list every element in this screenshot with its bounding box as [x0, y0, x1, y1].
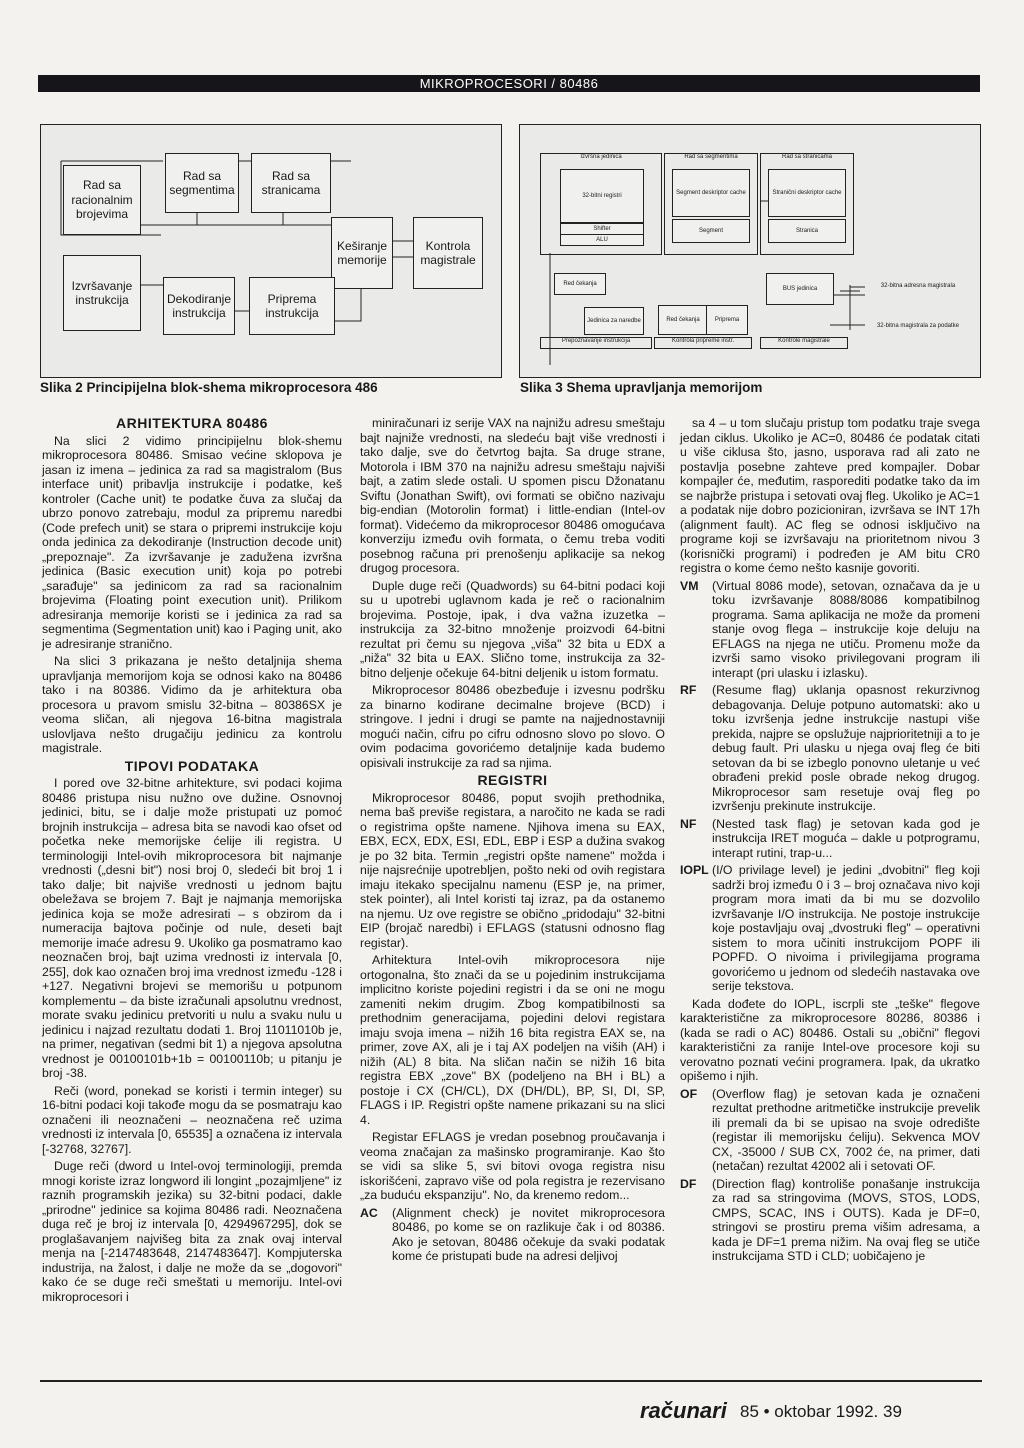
- section-prefetch: [540, 337, 652, 349]
- flag-entry: [680, 863, 980, 994]
- box-execute: [63, 255, 141, 331]
- paragraph: Kada dođete do IOPL, iscrpli ste „teške" flegove karakteristične za mikroprocesore 80286, 80386 i (kada se radi o AC) 80486. Ostali su „obični" flegovi karakteristični za ranije Intel-ove procesore koji su verovatno poznati većini programera. Ipak, da ukratko opišemo i njih.: [680, 996, 980, 1083]
- label-address-bus-text: 32-bitna adresna magistrala: [880, 282, 956, 289]
- box-page-label: Stranica: [795, 227, 818, 234]
- box-registers-label: 32-bitni registri: [582, 192, 622, 199]
- box-queue2: [658, 305, 708, 335]
- paragraph: Arhitektura Intel-ovih mikroprocesora nije ortogonalna, što znači da se u pojedinim instrukcijama implicitno koriste pojedini registri i da se oni ne mogu zameniti nekim drugim. Zbog kompatibilnosti sa prethodnim generacijama, pojedini delovi registara imaju svoja imena – nižih 16 bita registra EAX se, na primer, zove AX, ali je i taj AX podeljen na viših (AH) i nižih (AL) 8 bita. Na sličan način se nižih 16 bita registra EBX „zove" BX (podeljeno na BH i BL) a postoje i CX (CH/CL), DX (DH/DL), BP, SI, DI, SP, FLAGS i IP. Registri opšte namene prikazani su na slici 4.: [360, 953, 665, 1127]
- section-heading: TIPOVI PODATAKA: [124, 757, 260, 774]
- section-prep-ctrl-label: Kontrola pripreme instr.: [671, 338, 735, 344]
- box-pages-label: Rad sa stranicama: [261, 168, 321, 197]
- box-pages: [251, 153, 331, 213]
- figure1-caption: Slika 2 Principijelna blok-shema mikroprocesora 486: [40, 380, 378, 395]
- flag-description: (Nested task flag) je setovan kada god je instrukcija IRET moguća – dakle u potprogramu, interapt rutini, trap-u...: [712, 816, 980, 860]
- paragraph: sa 4 – u tom slučaju pristup tom podatku traje svega jedan ciklus. Ukoliko je AC=0, 80486 će podatak citati u više ciklusa što, jasno, usporava rad ali zato ne postavlja posebne zahteve pred kompajler. Dobar kompajler će, međutim, rasporediti podatke tako da im se najbrže pristupa i setovati ovaj fleg. Ukoliko je AC=1 a podatak nije dobro pozicioniran, izvršava se INT 17h (alignment fault). AC fleg se odnosi isključivo na programe koji se izvršavaju na prioritetnom nivou 3 (korisnički programi) i podređen je AM bitu CR0 registra o kome ćemo nešto kasnije govoriti.: [680, 416, 980, 575]
- box-rational-label: Rad sa racionalnim brojevima: [71, 178, 133, 222]
- figure-block-diagram: [40, 124, 502, 378]
- box-segment: [672, 219, 750, 243]
- flag-entry: [680, 1087, 980, 1174]
- box-bus-unit-label: BUS jedinica: [782, 285, 818, 292]
- box-bus-unit: [766, 273, 834, 305]
- box-page-desc: [768, 169, 846, 217]
- section-page-label: Rad sa stranicama: [781, 154, 833, 160]
- box-bus-control: [413, 217, 483, 289]
- figure2-caption: Slika 3 Shema upravljanja memorijom: [520, 380, 763, 395]
- box-page-desc-label: Stranični deskriptor cache: [772, 189, 842, 196]
- box-seg-desc: [672, 169, 750, 217]
- flag-description: (I/O privilage level) je jedini „dvobitni" fleg koji sadrži broj između 0 i 3 – broj označava nivo koji program mora imati da bi mu se dozvolilo izvršavanje I/O instrukcija. Ne postoje instrukcije koje postavljaju ovaj „dvostruki fleg" – operativni sistem to mora učiniti instrukcijom POPF ili POPFD. O nivoima i privilegijama programa govorićemo u jednom od sledećih nastavaka ove serije tekstova.: [712, 863, 980, 993]
- flag-label: OF: [680, 1086, 698, 1101]
- section-prep-ctrl: [654, 337, 752, 349]
- section-bus-ctrl-label: Kontrole magistrale: [778, 338, 830, 344]
- flag-entry: [680, 817, 980, 861]
- box-seg-desc-label: Segment deskriptor cache: [676, 189, 746, 196]
- flag-description: (Virtual 8086 mode), setovan, označava da je u toku izvršavanje 8088/8086 kompatibilnog programa. Sama aplikacija ne može da promeni stanje ovog flega – instrukcije koje deluju na EFLAGS na njega ne utiču. Promenu može da izvrši samo visoko privilegovani program ili interapt (pri ulasku i izlasku).: [712, 578, 980, 680]
- flag-label: NF: [680, 816, 697, 831]
- box-shifter-label: Shifter: [593, 225, 611, 232]
- box-alu-label: ALU: [596, 236, 608, 243]
- paragraph: Mikroprocesor 80486, poput svojih prethodnika, nema baš previše registara, a naročito ne kada se radi o registrima opšte namene. Njihova imena su EAX, EBX, ECX, EDX, ESI, EDL, EBP i ESP a dužina svakog je po 32 bita. Termin „registri opšte namene" možda i nije najsrećnije upotrebljen, pošto neki od ovih registara imaju itekako specijalnu namenu (ESP je, na primer, stek pointer), ali Intel koristi taj izraz, pa da ostanemo na njemu. Uz ove registre se obično „pridodaju" 32-bitni EIP (brojač naredbi) i EFLAGS (statusni odnosno flag registar).: [360, 790, 665, 950]
- box-cache-label: Keširanje memorije: [336, 238, 388, 267]
- box-prepare: [706, 305, 748, 335]
- section-seg-label: Rad sa segmentima: [684, 154, 738, 160]
- article-column-3: [680, 416, 980, 1267]
- paragraph: Registar EFLAGS je vredan posebnog proučavanja i veoma značajan za mašinsko programiranje. Kao što se vidi sa slike 5, svi bitovi ovoga registra nisu iskorišćeni, zapravo više od pola registra je rezervisano „za buduću ekspanziju". No, da krenemo redom...: [360, 1130, 665, 1202]
- label-address-bus: [866, 275, 970, 297]
- footer-rule: [40, 1380, 982, 1382]
- box-bus-label: Kontrola magistrale: [420, 238, 476, 267]
- box-segments-label: Rad sa segmentima: [169, 168, 235, 197]
- box-alu: [560, 234, 644, 246]
- box-prepare-label: Priprema instrukcija: [265, 291, 319, 320]
- article-column-1: [42, 416, 342, 1307]
- paragraph: miniračunari iz serije VAX na najnižu adresu smeštaju bajt najniže vrednosti, na sledeću bajt više vrednosti i tako dalje, sve do četvrtog bajta. Sa druge strane, Motorola i IBM 370 na najnižu adresu smeštaju najviši bajt, a zatim slede ostali. U spomen piscu Džonatanu Sviftu (Jonathan Swift), ovi formati se obično nazivaju big-endian (Motorolin format) i little-endian (Intel-ov format). Videćemo da mikroprocesor 80486 omogućava konverziju između ovih formata, o čemu treba voditi posebnog računa pri prenošenju aplikacije sa nekog drugog procesora.: [360, 416, 665, 575]
- paragraph: Duple duge reči (Quadwords) su 64-bitni podaci koji su u upotrebi uglavnom kada je reč o racionalnim brojevima. Postoje, ipak, i dva važna izuzetka – instrukcija za 32-bitno množenje proizvodi 64-bitni rezultat pri čemu su njegova „viša" 32 bita u EDX a „niža" 32 bita u EAX. Slično tome, instrukcija za 32-bitno deljenje očekuje 64-bitni deljenik u istom formatu.: [360, 578, 665, 680]
- flag-entry: [680, 579, 980, 681]
- box-segments: [165, 153, 239, 213]
- flag-entry: [680, 1177, 980, 1264]
- magazine-brand: računari: [640, 1398, 727, 1423]
- paragraph: Mikroprocesor 80486 obezbeđuje i izvesnu podršku za binarno kodirane decimalne brojeve (BCD) i stringove. I jedni i drugi se pamte na najjednostavniji mogući način, cifru po cifru odnosno slovo po slovo. O ovim podacima govorićemo detaljnije kada budemo opisivali instrukcije za rad sa njima.: [360, 683, 665, 770]
- label-data-bus: [866, 315, 970, 337]
- flag-description: (Overflow flag) je setovan kada je označeni rezultat prethodne aritmetičke instrukcije prevelik ili premali da bi se upisao na svoje odredište (registar ili memorijsku ćeliju). Sekvenca MOV CX, -35000 / SUB CX, 7002 će, na primer, dati (netačan) rezultat 42002 ali i setovati OF.: [712, 1086, 980, 1173]
- box-queue2-label: Red čekanja: [666, 316, 700, 323]
- box-cache: [331, 217, 393, 289]
- figure-memory-management: [519, 124, 981, 378]
- box-prepare: [249, 277, 335, 335]
- box-decode-label: Dekodiranje instrukcija: [166, 291, 232, 320]
- box-prep-label: Priprema: [714, 316, 740, 323]
- section-prefetch-label: Prepoznavanje instrukcija: [561, 338, 631, 344]
- paragraph: Na slici 3 prikazana je nešto detaljnija shema upravljanja memorijom koja se odnosi kako na 80486 tako i na 80386. Vidimo da je arhitektura oba procesora u pravom smislu 32-bitna – 80386SX je veoma sličan, ali njegova 16-bitna magistrala uslovljava nešto drugačiju jedinicu za kontrolu magistrale.: [42, 654, 342, 755]
- flag-description: (Alignment check) je novitet mikroprocesora 80486, po kome se on razlikuje čak i od 80386. Ako je setovan, 80486 očekuje da svaki podatak kome će pristupati bude na adresi deljivoj: [392, 1205, 665, 1263]
- flag-label: VM: [680, 578, 699, 593]
- box-command-label: Jedinica za naredbe: [587, 317, 641, 324]
- box-queue1: [554, 273, 606, 295]
- paragraph: Na slici 2 vidimo principijelnu blok-shemu mikroprocesora 80486. Smisao većine sklopova je jasan iz imena – jedinica za rad sa magistralom (Bus interface unit) pribavlja instrukcije i podatke, keš kontroler (Cache unit) te podatke čuva za slučaj da ubrzo ponovo zatrebaju, modul za pripremu naredbi (Code prefech unit) se stara o pripremi instrukcije koju onda jedinica za dekodiranje (Instruction decode unit) „prepoznaje". Za izvršavanje je zadužena izvršna jedinica (Basic execution unit) koja po potrebi „sarađuje" sa jedinicom za rad sa racionalnim brojevima (Floating point execution unit). Prilikom adresiranja memorije koristi se i jedinica za rad sa segmentima (Segmentation unit) kao i Paging unit, ako je adresiranje stranično.: [42, 433, 342, 651]
- box-segment-label: Segment: [698, 227, 723, 234]
- flag-label: AC: [360, 1205, 378, 1220]
- page-footer: [640, 1394, 980, 1434]
- flag-entry: [680, 683, 980, 814]
- flag-description: (Resume flag) uklanja opasnost rekurzivnog debagovanja. Deluje potpuno automatski: ako u toku izvršenja jedne instrukcije nastupi više prekida, najpre se opslužuje najprioritetniji a to je debug fault. Pri ulasku u njega ovaj fleg će biti setovan da bi se izbeglo ponovno uletanje u već obrađeni prekid posle obrade nekog drugog. Mikroprocesor sam resetuje ovaj fleg po izvršenju prekinute instrukcije.: [712, 683, 980, 813]
- flag-description: (Direction flag) kontroliše ponašanje instrukcija za rad sa stringovima (MOVS, STOS, LODS, CMPS, SCAC, INS i OUTS). Kada je DF=0, stringovi se prostiru prema višim adresama, a kada je DF=1 prema nižim. Na ovaj fleg se utiče instrukcijama STD i CLD; uobičajeno je: [712, 1176, 980, 1263]
- section-heading: ARHITEKTURA 80486: [116, 415, 268, 431]
- paragraph: Reči (word, ponekad se koristi i termin integer) su 16-bitni podaci koji takođe mogu da se posmatraju kao označeni ili neoznačeni – neoznačena reč uzima vrednosti iz intervala [0, 65535] a označena iz intervala [-32768, 32767].: [42, 1083, 342, 1156]
- section-header: MIKROPROCESORI / 80486: [38, 75, 980, 92]
- flag-label: IOPL: [680, 863, 709, 877]
- box-execute-label: Izvršavanje instrukcija: [71, 278, 133, 307]
- flag-label: RF: [680, 683, 697, 697]
- label-data-bus-text: 32-bitna magistrala za podatke: [876, 322, 960, 329]
- box-decode: [163, 277, 235, 335]
- issue-info: 85 • oktobar 1992. 39: [740, 1402, 902, 1421]
- article-column-2: [360, 416, 665, 1267]
- section-heading: REGISTRI: [477, 772, 548, 788]
- flag-entry: [360, 1206, 665, 1264]
- paragraph: Duge reči (dword u Intel-ovoj terminologiji, premda mnogi koriste izraz longword ili longint „pozajmljene" iz raznih programskih jezika) su 32-bitni podaci, dakle „prirodne" jedinice sa kojima 80486 radi. Neoznačena duga reč je broj iz intervala [0, 4294967295], dok se proglašavanjem najvišeg bita za znak ovaj interval menja na [-2147483648, 2147483647]. Kompjuterska industrija, na žalost, i dalje ne može da se „dogovori" kako će se duge reči smeštati u memoriju. Intel-ovi mikroprocesori i: [42, 1159, 342, 1304]
- box-rational-numbers: [63, 165, 141, 235]
- section-exec-label: Izvršna jedinica: [580, 154, 622, 160]
- box-queue1-label: Red čekanja: [563, 280, 597, 287]
- box-page: [768, 219, 846, 243]
- flag-label: DF: [680, 1176, 697, 1191]
- box-command-unit: [584, 307, 644, 335]
- box-registers: [560, 169, 644, 223]
- section-bus-ctrl: [760, 337, 848, 349]
- paragraph: I pored ove 32-bitne arhitekture, svi podaci kojima 80486 pristupa nisu nužno ove dužine. Osnovnoj jedinici, bitu, se i dalje može pristupati uz pomoć brojnih instrukcija – adresa bita se navodi kao ofset od početka neke memorijske ćelije ili registra. U terminologiji Intel-ovih mikroprocesora bit najmanje vrednosti („desni bit") nosi broj 0, sledeći bit broj 1 i tako dalje; bit najviše vrednosti u jednom bajtu obeležava se brojem 7. Bajt je najmanja memorijska jedinica koja se može adresirati – s obzirom da i numeracija bajtova počinje od nule, deseti bajt memorije imaće adresu 9. Ukoliko ga posmatramo kao neoznačen broj, bajt uzima vrednosti iz intervala [0, 255], dok kao označen broj ima vrednost između -128 i +127. Negativni brojevi se memorišu u potpunom komplementu – da biste izračunali apsolutnu vrednost, morate svaku jedinicu pretvoriti u nulu a svaku nulu u jedinicu i najzad rezultatu dodati 1. Broj 11011010b je, na primer, negativan (sedmi bit 1) a njegova apsolutna vrednost je 00100101b+1b = 00100110b; u pitanju je broj -38.: [42, 776, 342, 1080]
